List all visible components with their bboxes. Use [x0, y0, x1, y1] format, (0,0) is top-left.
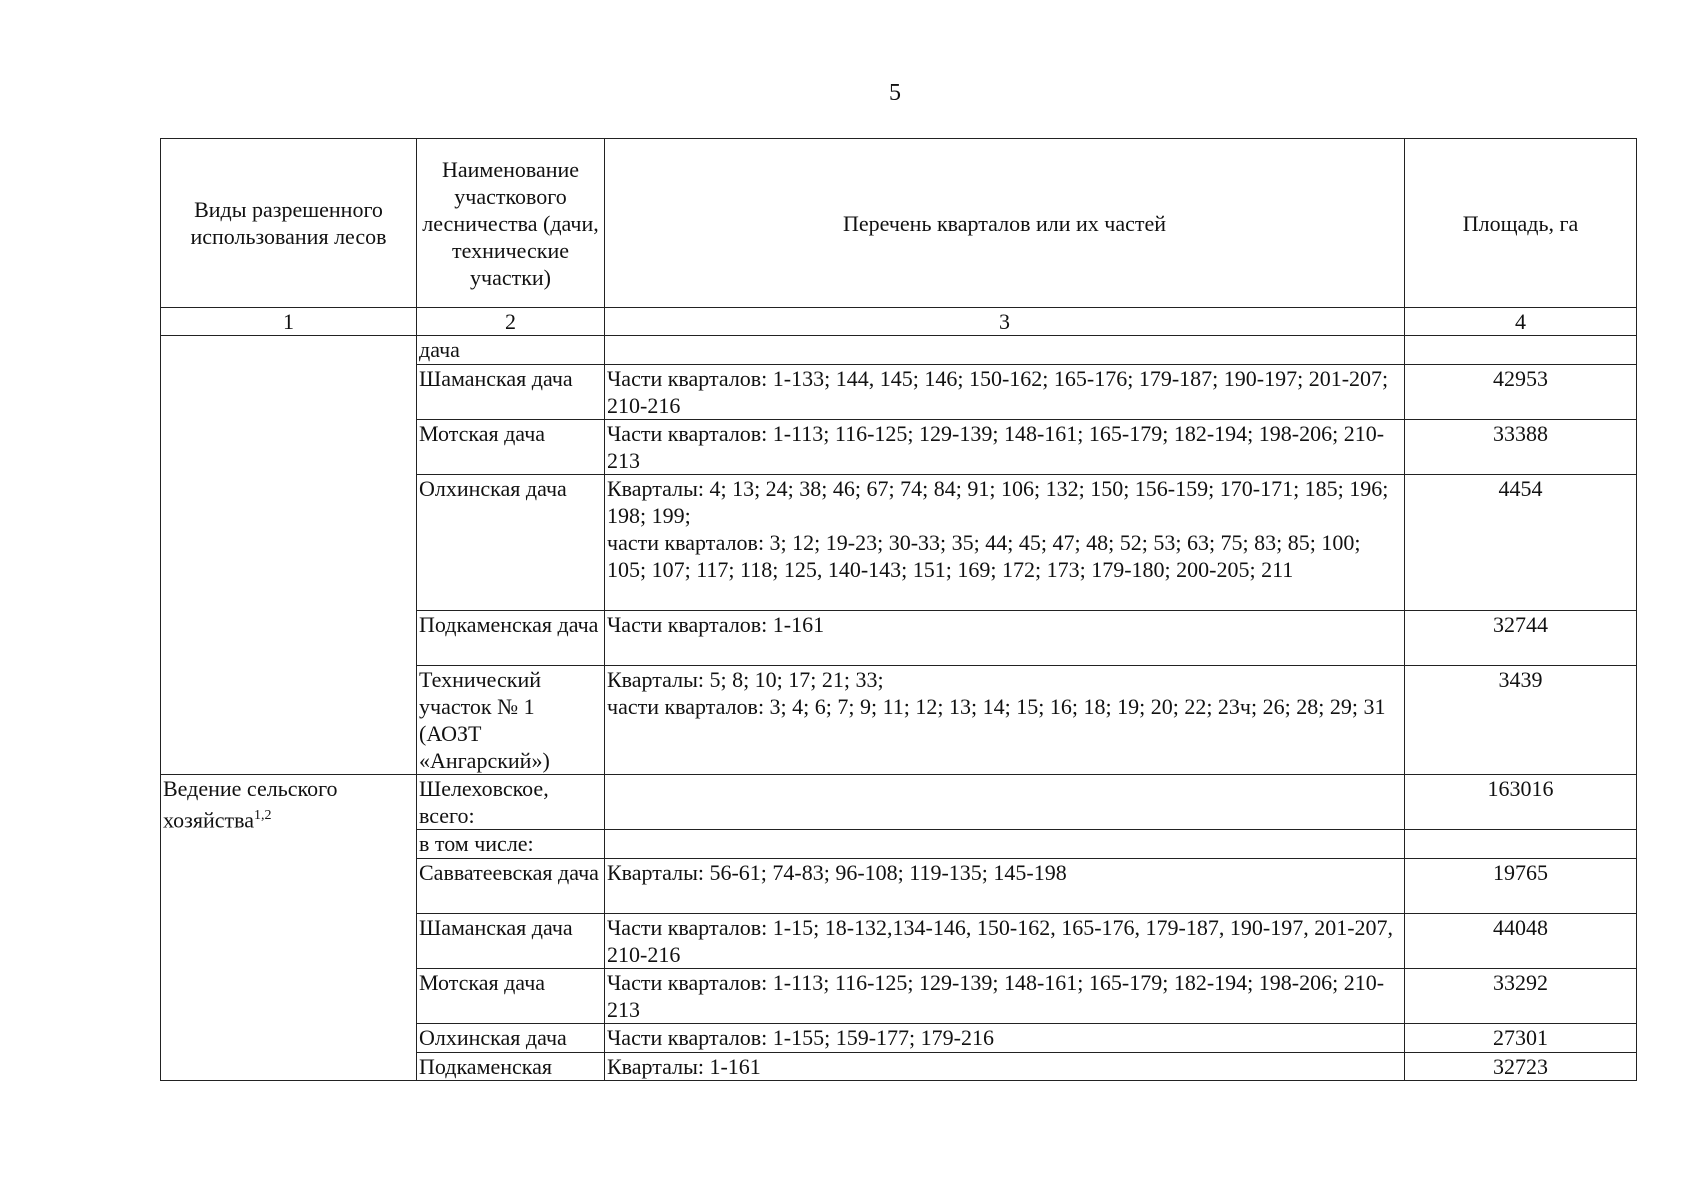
area-value: 33388	[1405, 420, 1637, 475]
use-type-label: Ведение сельского хозяйства	[163, 776, 338, 833]
column-number-row	[161, 308, 1637, 336]
header-quarters-list: Перечень кварталов или их частей	[605, 139, 1405, 308]
quarters-list	[605, 775, 1405, 830]
column-number: 1	[161, 308, 417, 336]
quarters-list	[605, 666, 1405, 775]
area-value	[1405, 830, 1637, 859]
header-use-type: Виды разрешенного использования лесов	[161, 139, 417, 308]
area-value: 3439	[1405, 666, 1637, 775]
forestry-total-name: Шелеховское, всего:	[417, 775, 605, 830]
column-number: 2	[417, 308, 605, 336]
area-value	[1405, 336, 1637, 365]
quarters-list: Части кварталов: 1-161	[605, 611, 1405, 666]
area-value: 19765	[1405, 859, 1637, 914]
forestry-name: Шаманская дача	[417, 365, 605, 420]
forestry-name: Шаманская дача	[417, 914, 605, 969]
quarters-list	[605, 475, 1405, 611]
quarters-list: Кварталы: 1-161	[605, 1053, 1405, 1081]
quarters-list: Части кварталов: 1-113; 116-125; 129-139; 148-161; 165-179; 182-194; 198-206; 210-213	[605, 969, 1405, 1024]
use-type-cell	[161, 775, 417, 1081]
forestry-name: Савватеевская дача	[417, 859, 605, 914]
quarters-list: Части кварталов: 1-15; 18-132,134-146, 150-162, 165-176, 179-187, 190-197, 201-207, 210-216	[605, 914, 1405, 969]
page-number: 5	[889, 80, 901, 106]
area-total-value: 163016	[1405, 775, 1637, 830]
quarters-line: Кварталы: 4; 13; 24; 38; 46; 67; 74; 84; 91; 106; 132; 150; 156-159; 170-171; 185; 196; 198; 199;	[607, 476, 1389, 528]
quarters-list	[605, 336, 1405, 365]
area-value: 33292	[1405, 969, 1637, 1024]
forest-use-table	[160, 138, 1637, 1081]
area-value: 42953	[1405, 365, 1637, 420]
forestry-name: Подкаменская дача	[417, 611, 605, 666]
header-row	[161, 139, 1637, 308]
table-row	[161, 336, 1637, 365]
quarters-line: Кварталы: 5; 8; 10; 17; 21; 33;	[607, 667, 884, 692]
quarters-list: Части кварталов: 1-113; 116-125; 129-139; 148-161; 165-179; 182-194; 198-206; 210-213	[605, 420, 1405, 475]
forestry-name: Подкаменская	[417, 1053, 605, 1081]
column-number: 4	[1405, 308, 1637, 336]
area-value: 32744	[1405, 611, 1637, 666]
use-type-cell	[161, 336, 417, 775]
area-value: 44048	[1405, 914, 1637, 969]
forestry-name: Олхинская дача	[417, 475, 605, 611]
forestry-name: Мотская дача	[417, 969, 605, 1024]
area-value: 4454	[1405, 475, 1637, 611]
header-forestry-name: Наименование участкового лесничества (дачи, технические участки)	[417, 139, 605, 308]
forestry-name: Олхинская дача	[417, 1024, 605, 1053]
area-value: 27301	[1405, 1024, 1637, 1053]
forestry-name: дача	[417, 336, 605, 365]
forestry-name: Технический участок № 1 (АОЗТ «Ангарский»)	[417, 666, 605, 775]
forestry-name: Мотская дача	[417, 420, 605, 475]
quarters-line: части кварталов: 3; 12; 19-23; 30-33; 35; 44; 45; 47; 48; 52; 53; 63; 75; 83; 85; 100; 105; 107; 117; 118; 125, 140-143; 151; 169; 172; 173; 179-180; 200-205; 211	[607, 530, 1361, 582]
quarters-list: Части кварталов: 1-133; 144, 145; 146; 150-162; 165-176; 179-187; 190-197; 201-207; 210-216	[605, 365, 1405, 420]
quarters-list: Части кварталов: 1-155; 159-177; 179-216	[605, 1024, 1405, 1053]
header-area: Площадь, га	[1405, 139, 1637, 308]
quarters-list: Кварталы: 56-61; 74-83; 96-108; 119-135; 145-198	[605, 859, 1405, 914]
quarters-list	[605, 830, 1405, 859]
quarters-line: части кварталов: 3; 4; 6; 7; 9; 11; 12; 13; 14; 15; 16; 18; 19; 20; 22; 23ч; 26; 28; 29; 31	[607, 694, 1386, 719]
area-value: 32723	[1405, 1053, 1637, 1081]
footnote-marker: 1,2	[254, 808, 272, 823]
table-row	[161, 775, 1637, 830]
column-number: 3	[605, 308, 1405, 336]
forestry-name: в том числе:	[417, 830, 605, 859]
